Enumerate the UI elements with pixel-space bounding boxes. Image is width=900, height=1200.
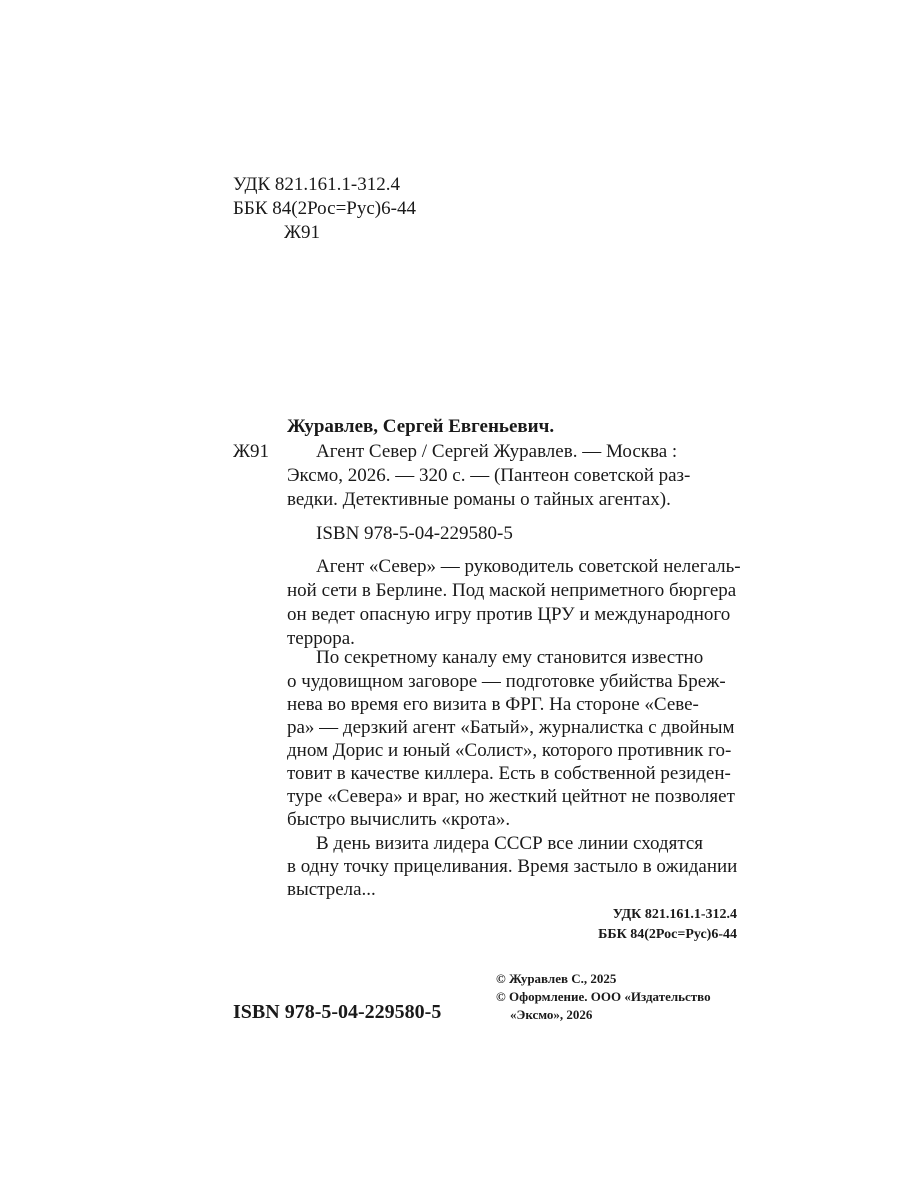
annotation-line: о чудовищном заговоре — подготовке убийства Бреж- xyxy=(287,671,726,692)
copyright-design-cont: «Эксмо», 2026 xyxy=(510,1007,593,1022)
annotation-line: товит в качестве киллера. Есть в собственной резиден- xyxy=(287,763,731,784)
annotation-line: террора. xyxy=(287,628,355,649)
bib-line: Агент Север / Сергей Журавлев. — Москва : xyxy=(316,441,678,462)
entry-author-sign: Ж91 xyxy=(233,441,270,462)
udk-code: УДК 821.161.1-312.4 xyxy=(233,174,400,195)
annotation-line: В день визита лидера СССР все линии сходятся xyxy=(316,833,704,854)
copyright-design: © Оформление. ООО «Издательство xyxy=(496,989,711,1004)
annotation-line: в одну точку прицеливания. Время застыло в ожидании xyxy=(287,856,738,877)
annotation-line: ной сети в Берлине. Под маской неприметного бюргера xyxy=(287,580,737,601)
author-sign: Ж91 xyxy=(284,222,321,243)
annotation-line: выстрела... xyxy=(287,879,376,900)
bbk-code-right: ББК 84(2Рос=Рус)6-44 xyxy=(598,927,737,942)
annotation-line: быстро вычислить «крота». xyxy=(287,809,511,830)
annotation-line: ра» — дерзкий агент «Батый», журналистка с двойным xyxy=(287,717,735,738)
author-heading: Журавлев, Сергей Евгеньевич. xyxy=(287,416,555,437)
bib-line: Эксмо, 2026. — 320 с. — (Пантеон советской раз- xyxy=(287,465,691,486)
entry-isbn: ISBN 978-5-04-229580-5 xyxy=(316,523,513,544)
footer-isbn: ISBN 978-5-04-229580-5 xyxy=(233,1001,442,1023)
annotation-line: Агент «Север» — руководитель советской нелегаль- xyxy=(316,556,741,577)
udk-code-right: УДК 821.161.1-312.4 xyxy=(612,907,737,922)
annotation-line: дном Дорис и юный «Солист», которого противник го- xyxy=(287,740,732,761)
annotation-line: По секретному каналу ему становится известно xyxy=(316,647,704,668)
bib-line: ведки. Детективные романы о тайных агентах). xyxy=(287,489,671,510)
bbk-code: ББК 84(2Рос=Рус)6-44 xyxy=(233,198,416,219)
annotation-line: туре «Севера» и враг, но жесткий цейтнот не позволяет xyxy=(287,786,735,807)
annotation-line: нева во время его визита в ФРГ. На стороне «Севе- xyxy=(287,694,699,715)
copyright-author: © Журавлев С., 2025 xyxy=(496,971,617,986)
annotation-line: он ведет опасную игру против ЦРУ и международного xyxy=(287,604,731,625)
